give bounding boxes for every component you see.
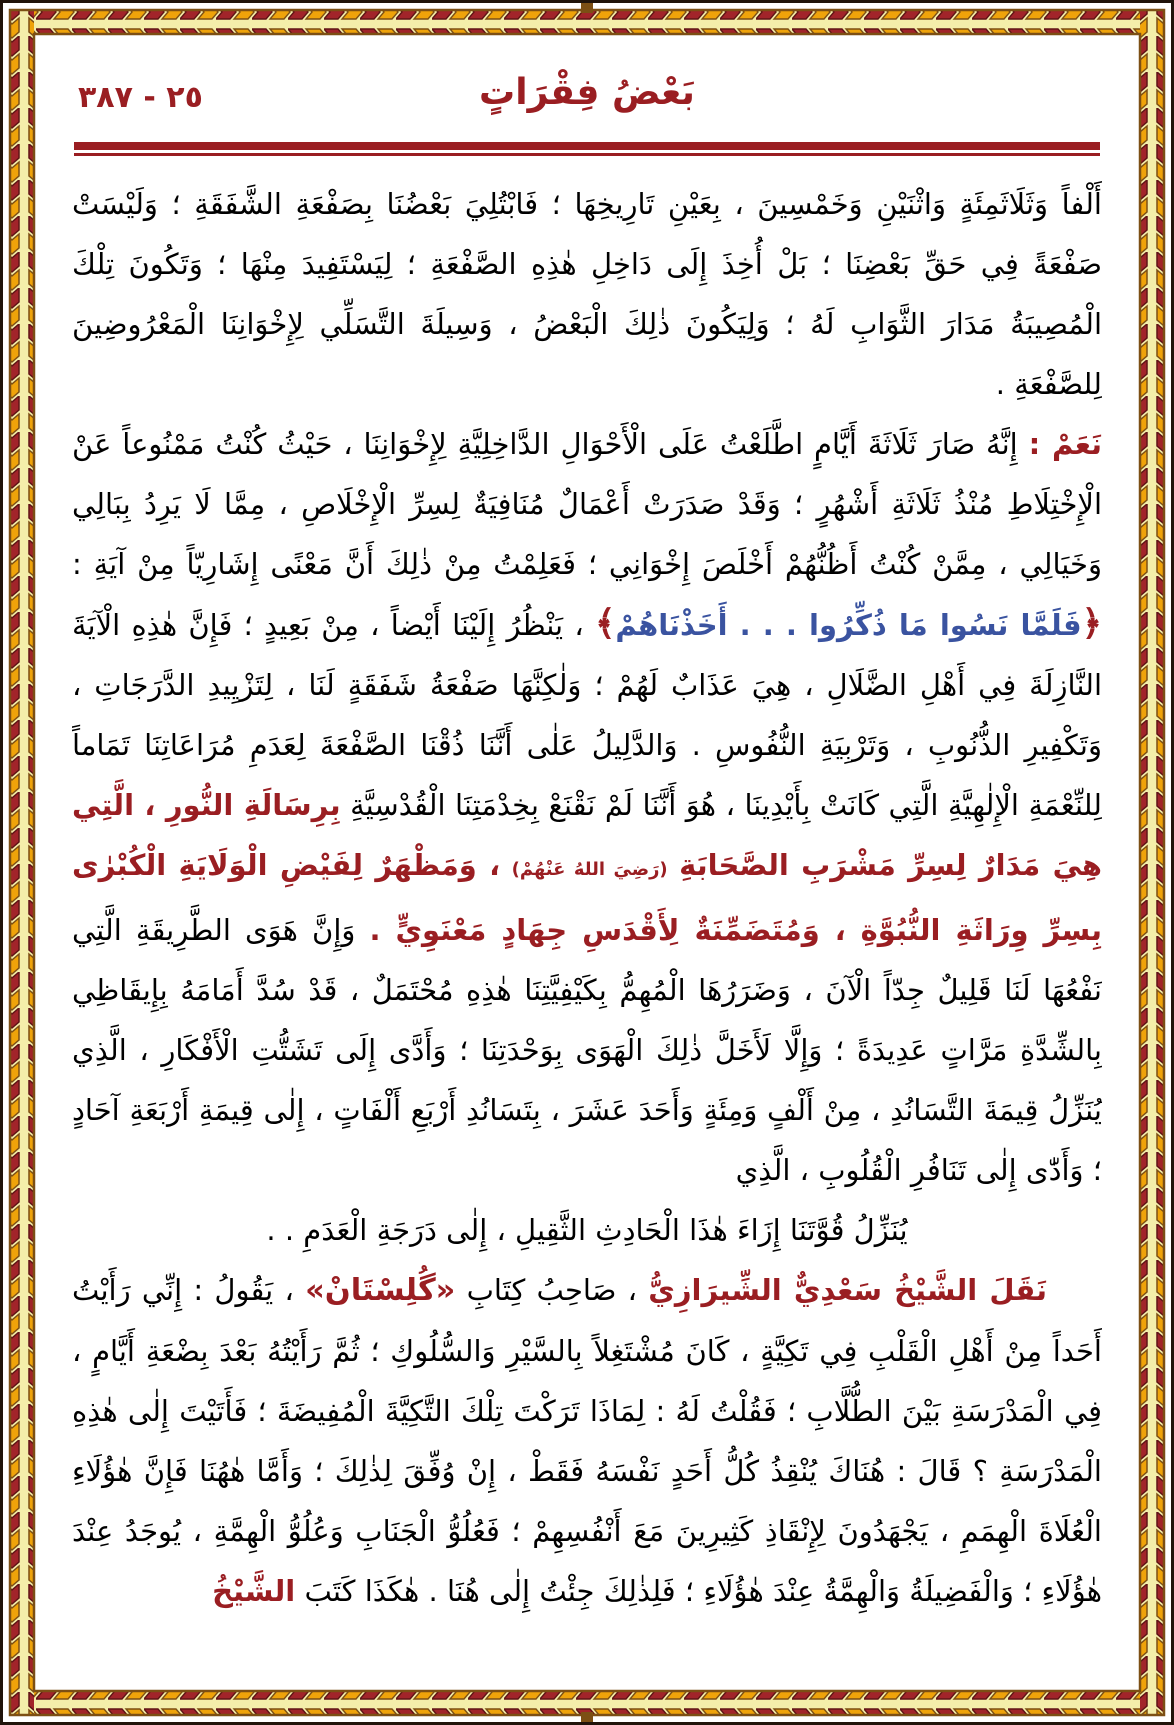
text-segment: وَإِنَّ هَوَى الطَّرِيقَةِ الَّتِي نَفْعُهَا لَنَا قَلِيلٌ جِدّاً الْآنَ ، وَضَرَرُهَا الْمُهِمُّ بِكَيْفِيَّتِنَا هٰذِهِ مُحْتَمَلٌ ، قَدْ سُدَّ أَمَامَهُ بِإِيقَاظِي بِالشِّدَّةِ مَرَّاتٍ عَدِيدَةً ؛ وَإِلَّا لَأَخَلَّ ذٰلِكَ الْهَوَى بِوَحْدَتِنَا ؛ وَأَدَّى إِلَى تَشَتُّتِ الْأَفْكَارِ ، الَّذِي يُنَزِّلُ قِيمَةَ التَّسَانُدِ ، مِنْ أَلْفٍ وَمِئَةٍ وَأَحَدَ عَشَرَ ، بِتَسَانُدِ أَرْبَعِ أَلْفَاتٍ ، إِلٰى قِيمَةِ أَرْبَعَةِ آحَادٍ ؛ وَأَدّٰى إِلٰى تَنَافُرِ الْقُلُوبِ ، الَّذِي xyxy=(72,913,1102,1187)
paragraph-2-closing-line xyxy=(72,1200,1102,1260)
text-segment: يُنَزِّلُ قُوَّتَنَا إِزَاءَ هٰذَا الْحَادِثِ الثَّقِيلِ ، إِلٰى دَرَجَةِ الْعَدَمِ . . xyxy=(266,1213,908,1247)
page-number: ٢٥ - ٣٨٧ xyxy=(78,80,203,115)
text-segment: إِنَّهُ صَارَ ثَلَاثَةَ أَيَّامٍ اطَّلَعْتُ عَلَى الْأَحْوَالِ الدَّاخِلِيَّةِ لِإِخْوَانِنَا ، حَيْثُ كُنْتُ مَمْنُوعاً عَنْ الْإِخْتِلَاطِ مُنْذُ ثَلَاثَةِ أَشْهُرٍ ؛ وَقَدْ صَدَرَتْ أَعْمَالٌ مُنَافِيَةٌ لِسِرِّ الْإِخْلَاصِ ، مِمَّا لَا يَرِدُ بِبَالِي وَخَيَالِي ، مِمَّنْ كُنْتُ أَظُنُّهُمْ أَخْلَصَ إِخْوَانِي ؛ فَعَلِمْتُ مِنْ ذٰلِكَ أَنَّ مَعْنًى إِشَارِيّاً مِنْ آيَةِ : xyxy=(72,427,1102,581)
emphasized-segment: ، وَمَظْهَرٌ لِفَيْضِ الْوَلَايَةِ الْكُبْرٰى بِسِرِّ وِرَاثَةِ النُّبُوَّةِ ، وَمُتَضَمِّنَةٌ لِأَقْدَسِ جِهَادٍ مَعْنَوِيٍّ . xyxy=(72,848,1102,947)
author-name: نَقَلَ الشَّيْخُ سَعْدِيٌّ الشِّيرَازِيُّ xyxy=(648,1273,1048,1307)
text-segment: ، يَقُولُ : إِنِّي رَأَيْتُ أَحَداً مِنْ أَهْلِ الْقَلْبِ فِي تَكِيَّةٍ ، كَانَ مُشْتَغِلاً بِالسَّيْرِ وَالسُّلُوكِ ؛ ثُمَّ رَأَيْتُهُ بَعْدَ بِضْعَةِ أَيَّامٍ ، فِي الْمَدْرَسَةِ بَيْنَ الطُّلَّابِ ؛ فَقُلْتُ لَهُ : لِمَاذَا تَرَكْتَ تِلْكَ التَّكِيَّةَ الْمُفِيضَةَ ؛ فَأَتَيْتَ إِلٰى هٰذِهِ الْمَدْرَسَةِ ؟ قَالَ : هُنَاكَ يُنْقِذُ كُلُّ أَحَدٍ نَفْسَهُ فَقَطْ ، إِنْ وُفِّقَ لِذٰلِكَ ؛ وَأَمَّا هٰهُنَا فَإِنَّ هٰؤُلَاءِ الْعُلَاةَ الْهِمَمِ ، يَجْهَدُونَ لِإِنْقَاذِ كَثِيرِينَ مَعَ أَنْفُسِهِمْ ؛ فَعُلُوُّ الْجَنَابِ وَعُلُوُّ الْهِمَّةِ ، يُوجَدُ عِنْدَ هٰؤُلَاءِ ؛ وَالْفَضِيلَةُ وَالْهِمَّةُ عِنْدَ هٰؤُلَاءِ ؛ فَلِذٰلِكَ جِئْتُ إِلٰى هُنَا . هٰكَذَا كَتَبَ xyxy=(72,1273,1102,1608)
page-header xyxy=(72,56,1102,122)
quran-verse: فَلَمَّا نَسُوا مَا ذُكِّرُوا . . . أَخَذْنَاهُمْ xyxy=(615,608,1082,642)
page-content xyxy=(72,56,1102,1655)
emphasized-segment: الشَّيْخُ xyxy=(212,1574,296,1608)
body-text xyxy=(72,174,1102,1621)
paragraph-1 xyxy=(72,174,1102,414)
verse-opening-bracket-icon: ﴿ xyxy=(1081,604,1102,644)
paragraph-2 xyxy=(72,414,1102,1200)
header-rule-thick xyxy=(74,142,1100,150)
companions-honorific: (رَضِيَ اللهُ عَنْهُمْ) xyxy=(511,859,668,880)
emphasized-segment: بِرِسَالَةِ النُّورِ ، الَّتِي هِيَ مَدَارٌ لِسِرِّ مَشْرَبِ الصَّحَابَةِ xyxy=(72,788,1102,882)
paragraph-3 xyxy=(72,1260,1102,1621)
header-rule-thin xyxy=(74,153,1100,156)
paragraph-lead-word: نَعَمْ : xyxy=(1028,427,1102,461)
text-segment: ، يَنْظُرُ إِلَيْنَا أَيْضاً ، مِنْ بَعِيدٍ ؛ فَإِنَّ هٰذِهِ الْآيَةَ النَّازِلَةَ فِي أَهْلِ الضَّلَالِ ، هِيَ عَذَابٌ لَهُمْ ؛ وَلٰكِنَّهَا صَفْعَةُ شَفَقَةٍ لَنَا ، لِتَزْيِيدِ الدَّرَجَاتِ ، وَتَكْفِيرِ الذُّنُوبِ ، وَتَرْبِيَةِ النُّفُوسِ . وَالدَّلِيلُ عَلٰى أَنَّنَا ذُقْنَا الصَّفْعَةَ لِعَدَمِ مُرَاعَاتِنَا تَمَاماً لِلنِّعْمَةِ الْإِلٰهِيَّةِ الَّتِي كَانَتْ بِأَيْدِينَا ، هُوَ أَنَّنَا لَمْ نَقْنَعْ بِخِدْمَتِنَا الْقُدْسِيَّةِ xyxy=(72,608,1102,822)
verse-closing-bracket-icon: ﴾ xyxy=(594,604,616,644)
book-title-gulistan: «گُلِسْتَانْ» xyxy=(305,1273,456,1308)
text-segment: ، صَاحِبُ كِتَابِ xyxy=(466,1273,638,1307)
page-title: بَعْضُ فِقْرَاتٍ xyxy=(479,72,695,113)
text-segment: أَلْفاً وَثَلَاثَمِئَةٍ وَاثْنَيْنِ وَخَمْسِينَ ، بِعَيْنِ تَارِيخِهَا ؛ فَابْتُلِيَ بَعْضُنَا بِصَفْعَةِ الشَّفَقَةِ ؛ وَلَيْسَتْ صَفْعَةً فِي حَقِّ بَعْضِنَا ؛ بَلْ أُخِذَ إِلَى دَاخِلِ هٰذِهِ الصَّفْعَةِ ؛ لِيَسْتَفِيدَ مِنْهَا ؛ وَتَكُونَ تِلْكَ الْمُصِيبَةُ مَدَارَ الثَّوَابِ لَهُ ؛ وَلِيَكُونَ ذٰلِكَ الْبَعْضُ ، وَسِيلَةَ التَّسَلِّي لِإِخْوَانِنَا الْمَعْرُوضِينَ لِلصَّفْعَةِ . xyxy=(72,187,1102,401)
header-rule xyxy=(74,142,1100,156)
